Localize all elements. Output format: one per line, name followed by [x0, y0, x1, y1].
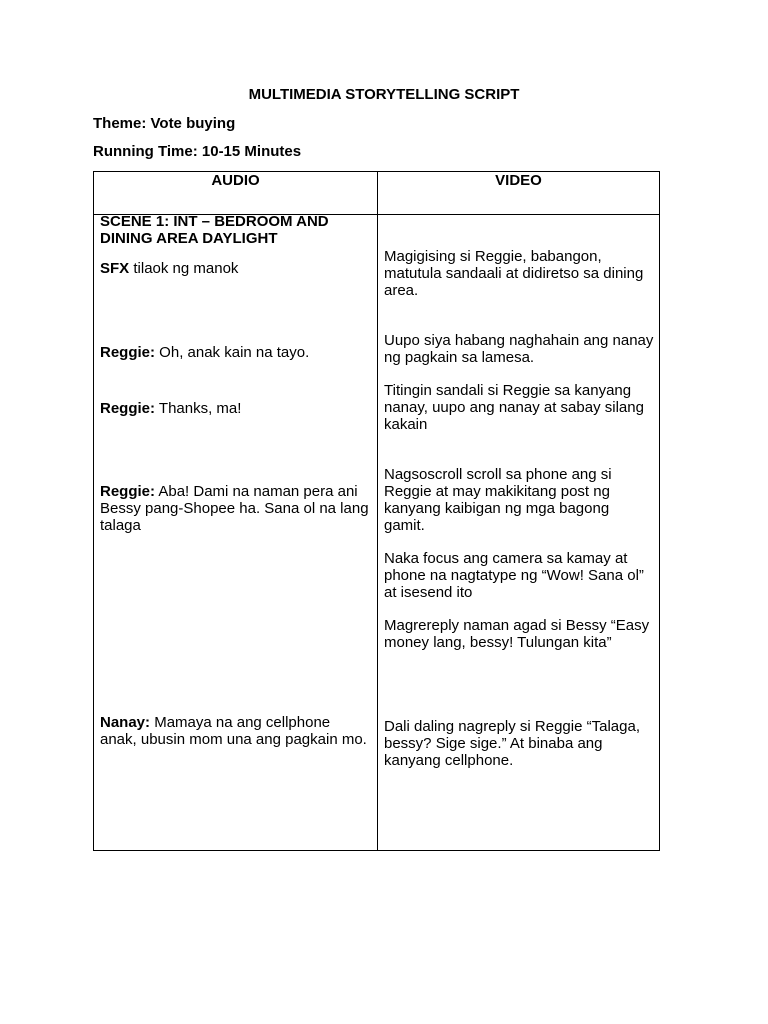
theme-line: Theme: Vote buying	[93, 115, 236, 132]
dialogue-text: Thanks, ma!	[155, 400, 242, 417]
sfx-label: SFX	[100, 260, 130, 277]
audio-column-header: AUDIO	[211, 172, 260, 189]
scene-heading-line2: DINING AREA DAYLIGHT	[100, 230, 278, 247]
speaker-label: Reggie:	[100, 483, 156, 500]
video-column-header: VIDEO	[495, 172, 542, 189]
video-direction-2: Uupo siya habang naghahain ang nanay ng pagkain sa lamesa.	[384, 332, 654, 366]
dialogue-text: Mamaya na ang cellphone anak, ubusin mom una ang pagkain mo.	[100, 714, 367, 748]
sfx-text: tilaok ng manok	[129, 260, 239, 277]
column-divider	[377, 172, 378, 850]
video-direction-1: Magigising si Reggie, babangon, matutula sandaali at didiretso sa dining area.	[384, 248, 644, 299]
speaker-label: Reggie:	[100, 400, 156, 417]
sfx-cue	[100, 260, 370, 277]
scene-heading	[100, 213, 370, 247]
video-direction-7: Dali daling nagreply si Reggie “Talaga, bessy? Sige sige.” At binaba ang kanyang cellphone.	[384, 718, 640, 769]
dialogue-line-2	[100, 400, 370, 417]
dialogue-line-1	[100, 344, 370, 361]
speaker-label: Nanay:	[100, 714, 151, 731]
video-direction-4: Nagsoscroll scroll sa phone ang si Reggie at may makikitang post ng kanyang kaibigan ng mga bagong gamit.	[384, 466, 612, 534]
video-direction-6: Magrereply naman agad si Bessy “Easy money lang, bessy! Tulungan kita”	[384, 617, 650, 651]
scene-heading-line1: SCENE 1: INT – BEDROOM AND	[100, 213, 329, 230]
dialogue-text: Oh, anak kain na tayo.	[155, 344, 310, 361]
dialogue-line-4	[100, 714, 370, 748]
speaker-label: Reggie:	[100, 344, 156, 361]
document-title: MULTIMEDIA STORYTELLING SCRIPT	[248, 86, 520, 103]
dialogue-text: Aba! Dami na naman pera ani Bessy pang-Shopee ha. Sana ol na lang talaga	[100, 483, 369, 534]
running-time-line: Running Time: 10-15 Minutes	[93, 143, 302, 160]
script-table	[93, 171, 660, 851]
video-direction-5: Naka focus ang camera sa kamay at phone na nagtatype ng “Wow! Sana ol” at isesend ito	[384, 550, 644, 601]
video-direction-3: Titingin sandali si Reggie sa kanyang nanay, uupo ang nanay at sabay silang kakain	[384, 382, 644, 433]
dialogue-line-3	[100, 483, 370, 534]
